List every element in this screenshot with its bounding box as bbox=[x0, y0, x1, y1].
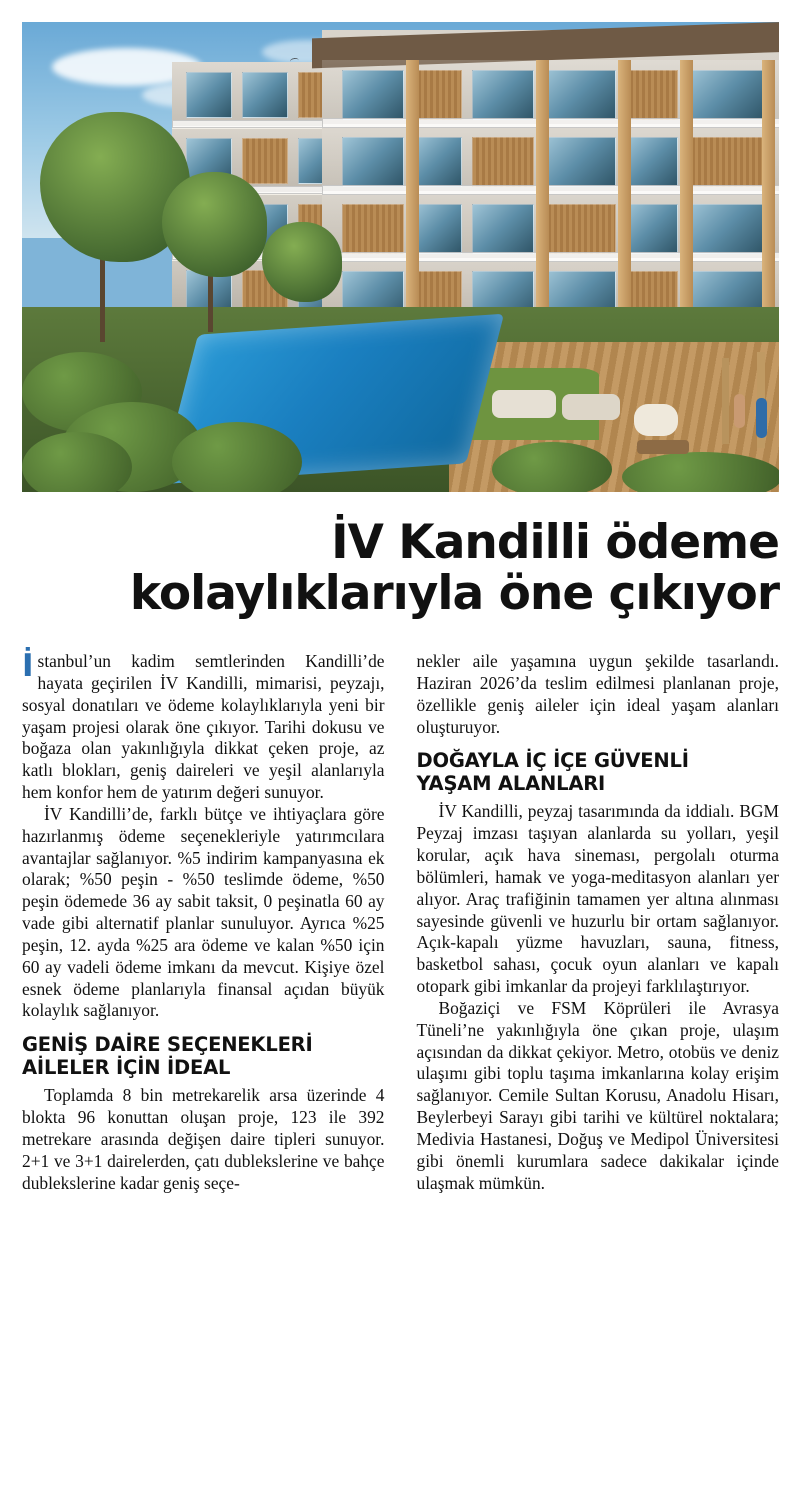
bush bbox=[622, 452, 779, 492]
person bbox=[756, 398, 767, 438]
column-left bbox=[22, 647, 401, 1471]
subheading-line-1: GENİŞ DAİRE SEÇENEKLERİ bbox=[22, 1033, 313, 1057]
drop-cap: İ bbox=[22, 647, 34, 684]
paragraph-text: stanbul’un kadim semtlerinden Kandilli’de hayata geçirilen İV Kandilli, mimarisi, peyzajı, sosyal donatıları ve ödeme kolaylıklarıyla yeni bir yaşam projesi olarak öne çıkıyor. Tarihi dokusu ve boğaza olan yakınlığıyla dikkat çeken proje, az katlı blokları, geniş daireleri ve yeşil alanlarıyla hem konfor hem de yatırım değeri sunuyor. bbox=[22, 650, 385, 803]
subheading-line-2: YAŞAM ALANLARI bbox=[416, 772, 606, 796]
person bbox=[734, 394, 745, 428]
headline-line-1: İV Kandilli ödeme bbox=[331, 515, 779, 570]
page-title bbox=[22, 515, 779, 621]
tree bbox=[162, 172, 267, 277]
hero-image bbox=[22, 22, 779, 492]
paragraph: İV Kandilli, peyzaj tasarımında da iddialı. BGM Peyzaj imzası taşıyan alanlarda su yolları, yeşil korular, açık hava sineması, pergolalı oturma bölümleri, hamak ve yoga-meditasyon alanları yer alıyor. Araç trafiğinin tamamen yer altına alınması sayesinde güvenli ve huzurlu bir ortam sağlanıyor. Açık-kapalı yüzme havuzları, sauna, fitness, basketbol sahası, çocuk oyun alanları ve kapalı otopark gibi imkanlar da projeyi farklılaştırıyor. bbox=[416, 801, 779, 997]
subheading-line-1: DOĞAYLA İÇ İÇE GÜVENLİ bbox=[416, 749, 689, 773]
paragraph: nekler aile yaşamına uygun şekilde tasarlandı. Haziran 2026’da teslim edilmesi planlanan proje, özellikle geniş aileler için ideal yaşam alanları oluşturuyor. bbox=[416, 650, 779, 737]
paragraph: Boğaziçi ve FSM Köprüleri ile Avrasya Tüneli’ne yakınlığıyla öne çıkan proje, ulaşım açısından da dikkat çekiyor. Metro, otobüs ve deniz ulaşımı gibi toplu taşıma imkanlarına kolay erişim sağlanıyor. Cemile Sultan Korusu, Anadolu Hisarı, Beylerbeyi Sarayı gibi tarihi ve kültürel noktalara; Medivia Hastanesi, Doğuş ve Medipol Üniversitesi gibi önemli kurumlara sadece dakikalar içinde ulaşmak mümkün. bbox=[416, 997, 779, 1193]
bush bbox=[492, 442, 612, 492]
column-right bbox=[401, 651, 780, 1471]
paragraph bbox=[22, 647, 385, 804]
pergola-post bbox=[722, 358, 729, 444]
coffee-table bbox=[637, 440, 689, 454]
bush bbox=[172, 422, 302, 492]
article-body bbox=[22, 647, 779, 1471]
paragraph: İV Kandilli’de, farklı bütçe ve ihtiyaçlara göre hazırlanmış ödeme seçenekleriyle yatırımcılara avantajlar sağlanıyor. %5 indirim kampanyasına ek olarak; %50 peşin - %50 teslimde ödeme, %50 peşin ödemede 36 ay sabit taksit, 0 peşinatla 60 ay vade gibi alternatif planlar sunuluyor. Ayrıca %25 peşin, 12. ayda %25 ara ödeme ve kalan %50 için 60 ay vadeli ödeme imkanı da mevcut. Kişiye özel esnek ödeme planlarıyla finansal açıdan büyük kolaylık sağlanıyor. bbox=[22, 803, 385, 1021]
outdoor-armchair bbox=[634, 404, 678, 436]
section-subheading bbox=[417, 749, 780, 795]
subheading-line-2: AİLELER İÇİN İDEAL bbox=[22, 1056, 231, 1080]
headline-line-2: kolaylıklarıyla öne çıkıyor bbox=[129, 565, 779, 621]
tree bbox=[262, 222, 342, 302]
outdoor-sofa bbox=[562, 394, 620, 420]
section-subheading bbox=[22, 1033, 385, 1079]
outdoor-sofa bbox=[492, 390, 556, 418]
paragraph: Toplamda 8 bin metrekarelik arsa üzerinde 4 blokta 96 konuttan oluşan proje, 123 ile 392 metrekare arasında değişen daire tipleri sunuyor. 2+1 ve 3+1 dairelerden, çatı dublekslerine ve bahçe dublekslerine kadar geniş seçe- bbox=[22, 1085, 385, 1193]
